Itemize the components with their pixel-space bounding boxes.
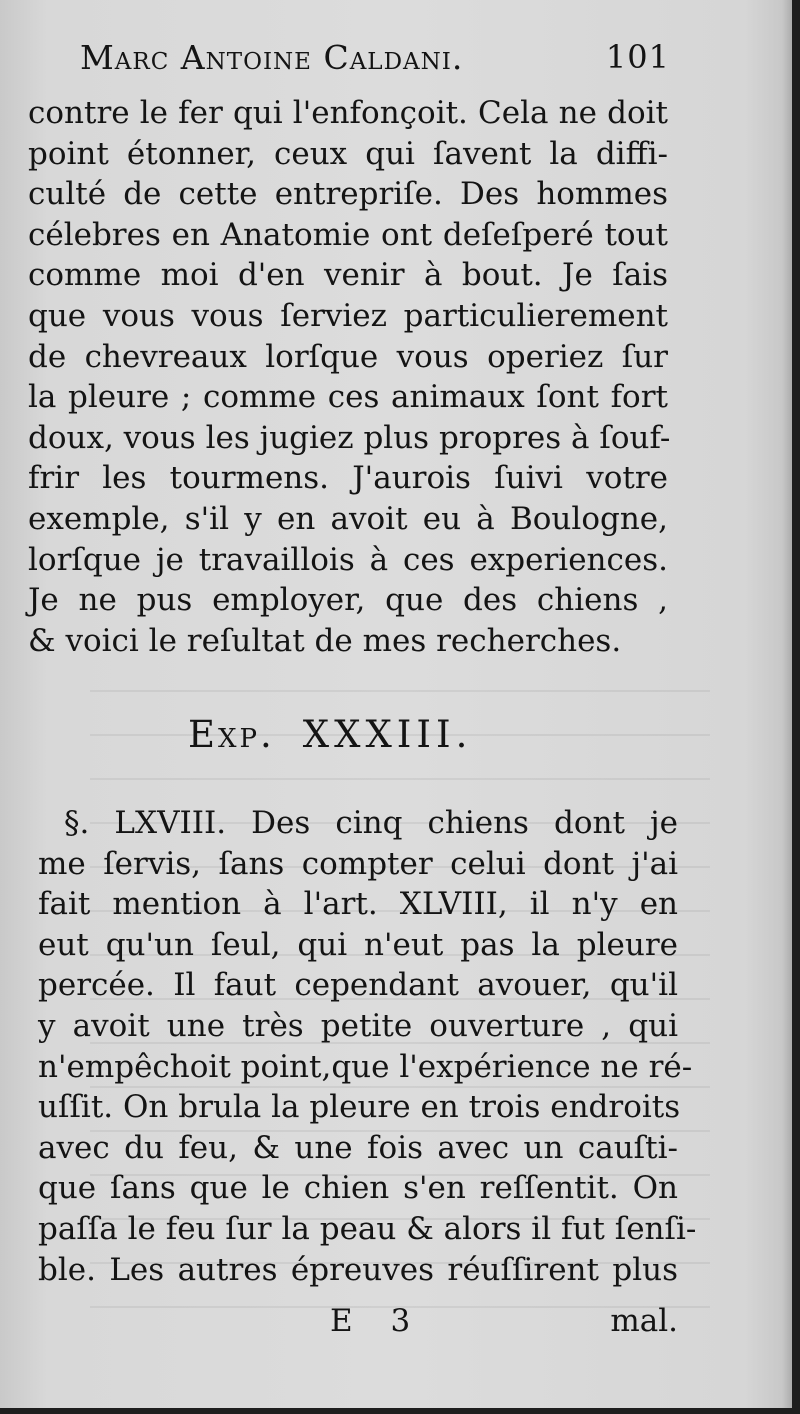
signature-mark: E 3 <box>330 1303 425 1339</box>
text-line: me ſervis, ſans compter celui dont j'ai <box>38 845 678 882</box>
text-line: ble. Les autres épreuves réuſſirent plus <box>38 1251 678 1288</box>
paragraph-1 <box>28 93 671 661</box>
page-number: 101 <box>605 38 670 76</box>
page-footer <box>330 1303 678 1343</box>
section-heading-number: XXXIII. <box>302 713 473 756</box>
text-line: comme moi d'en venir à bout. Je ſais <box>28 257 668 294</box>
text-line: y avoit une très petite ouverture , qui <box>38 1007 678 1044</box>
text-line: point étonner, ceux qui ſavent la diffi- <box>28 135 668 172</box>
text-line: culté de cette entrepriſe. Des hommes <box>28 176 668 213</box>
section-heading <box>188 713 472 756</box>
text-line: n'empêchoit point,que l'expérience ne ré- <box>38 1048 693 1085</box>
catchword: mal. <box>610 1303 678 1339</box>
text-line: doux, vous les jugiez plus propres à ſouf- <box>28 419 671 456</box>
text-line: exemple, s'il y en avoit eu à Boulogne, <box>28 500 668 537</box>
text-line: avec du feu, & une fois avec un cauſti- <box>38 1129 678 1166</box>
running-head-title: Marc Antoine Caldani. <box>80 38 464 77</box>
text-line: célebres en Anatomie ont deſeſperé tout <box>28 216 668 253</box>
text-line: Je ne pus employer, que des chiens , <box>28 582 668 619</box>
text-line: uſſit. On brula la pleure en trois endroits <box>38 1089 681 1126</box>
text-line: §. LXVIII. Des cinq chiens dont je <box>64 805 678 841</box>
text-line: & voici le reſultat de mes recherches. <box>28 622 622 659</box>
text-line: que ſans que le chien s'en reſſentit. On <box>38 1170 678 1207</box>
text-line: eut qu'un ſeul, qui n'eut pas la pleure <box>38 926 678 963</box>
running-head <box>80 38 670 88</box>
text-line: la pleure ; comme ces animaux ſont fort <box>28 379 668 416</box>
text-line: paſſa le feu ſur la peau & alors il fut ſenſi- <box>38 1210 697 1247</box>
text-line: lorſque je travaillois à ces experiences. <box>28 541 668 578</box>
text-line: que vous vous ſerviez particulierement <box>28 297 668 334</box>
section-heading-label: Exp. <box>188 713 275 756</box>
text-line: contre le fer qui l'enfonçoit. Cela ne doit <box>28 95 668 131</box>
text-line: de chevreaux lorſque vous operiez ſur <box>28 338 668 375</box>
paragraph-2 <box>38 803 697 1290</box>
text-line: fait mention à l'art. XLVIII, il n'y en <box>38 886 678 923</box>
text-line: frir les tourmens. J'aurois ſuivi votre <box>28 460 668 497</box>
text-line: percée. Il faut cependant avouer, qu'il <box>38 967 678 1004</box>
